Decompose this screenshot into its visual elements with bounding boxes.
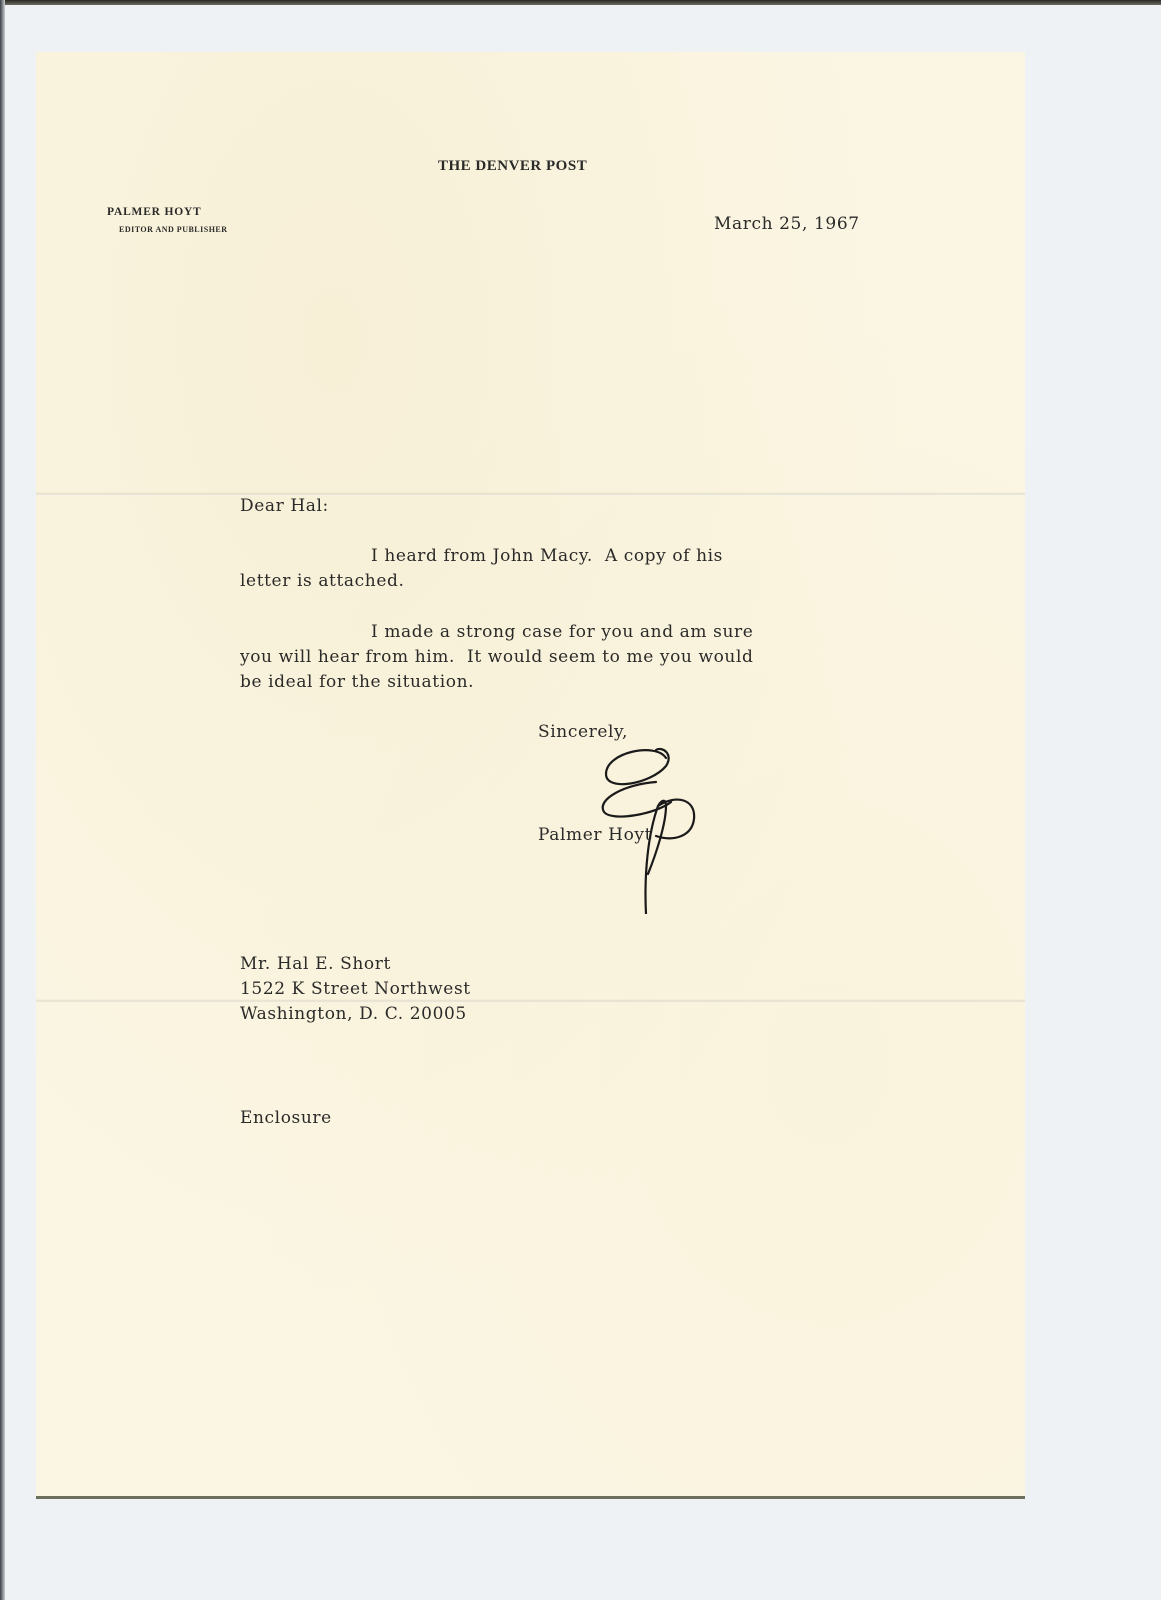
- recipient-city: Washington, D. C. 20005: [240, 1004, 467, 1024]
- enclosure-note: Enclosure: [240, 1108, 332, 1128]
- letterhead-organization: THE DENVER POST: [438, 158, 588, 174]
- signer-name: Palmer Hoyt: [538, 825, 653, 845]
- letter-date: March 25, 1967: [714, 214, 860, 234]
- paragraph-2-line-3: be ideal for the situation.: [240, 672, 475, 692]
- fold-crease: [36, 999, 1025, 1003]
- closing: Sincerely,: [538, 722, 628, 742]
- recipient-street: 1522 K Street Northwest: [240, 979, 471, 999]
- paragraph-2-line-1: I made a strong case for you and am sure: [371, 622, 754, 642]
- scan-top-edge: [0, 0, 1161, 5]
- fold-crease: [36, 492, 1025, 496]
- salutation: Dear Hal:: [240, 496, 329, 516]
- letterhead-sender-name: PALMER HOYT: [107, 206, 202, 218]
- letter-page: [36, 52, 1025, 1499]
- paragraph-1-line-1: I heard from John Macy. A copy of his: [371, 546, 723, 566]
- paragraph-2-line-2: you will hear from him. It would seem to me you would: [240, 647, 754, 667]
- recipient-name: Mr. Hal E. Short: [240, 954, 391, 974]
- paragraph-1-line-2: letter is attached.: [240, 571, 405, 591]
- scan-left-edge: [0, 0, 5, 1600]
- letterhead-sender-title: EDITOR AND PUBLISHER: [119, 225, 228, 234]
